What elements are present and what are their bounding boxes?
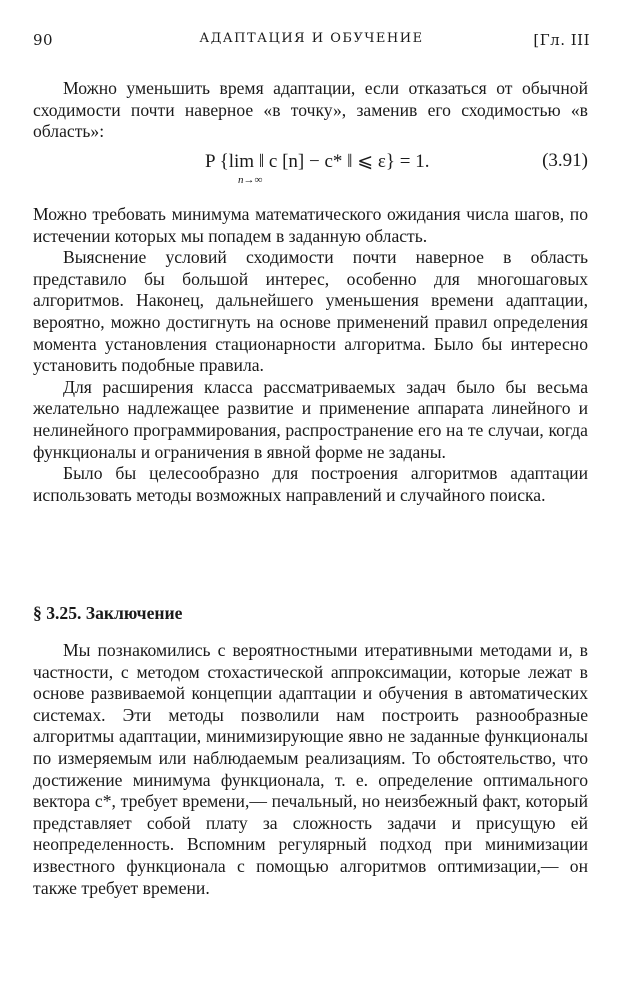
paragraph-3: Выяснение условий сходимости почти наверное в область представило бы большой интерес, особенно для многошаговых алгоритмов. Наконец, дальнейшего уменьшения времени адаптации, вероятно, можно достигнуть на основе применений правил определения момента установления стационарности алгоритма. Было бы интересно установить подобные правила.: [33, 247, 588, 376]
paragraph-6: Мы познакомились с вероятностными итеративными методами и, в частности, с методом стохастической аппроксимации, которые лежат в основе развиваемой концепции адаптации и обучения в автоматических системах. Эти методы позволили нам построить разнообразные алгоритмы адаптации, минимизирующие явно не заданные функционалы по измеряемым или наблюдаемым реализациям. То обстоятельство, что достижение минимума функционала, т. е. определение оптимального вектора c*, требует времени,— печальный, но неизбежный факт, который представляет собой плату за сложность задачи и присущую ей неопределенность. Вспомним регулярный подход при минимизации известного функционала с помощью алгоритмов оптимизации,— он также требует времени.: [33, 640, 588, 898]
chapter-title: АДАПТАЦИЯ И ОБУЧЕНИЕ: [199, 31, 424, 46]
formula-expression: P {lim ‖ c [n] − c* ‖ ⩽ ε} = 1.: [205, 151, 430, 172]
formula-limit-subscript: n→∞: [238, 174, 263, 186]
page-number: 90: [33, 31, 54, 49]
text-block-middle: [33, 204, 588, 506]
equation-number: (3.91): [542, 150, 588, 171]
text-block-top: [33, 78, 588, 143]
paragraph-4: Для расширения класса рассматриваемых задач было бы весьма желательно надлежащее развитие и применение аппарата линейного и нелинейного программирования, распространение его на те случаи, когда функционалы и ограничения в явной форме не заданы.: [33, 376, 588, 462]
chapter-label: [Гл. III: [533, 31, 590, 49]
text-block-bottom: [33, 640, 588, 899]
running-header: [33, 31, 590, 51]
equation-3-91: [33, 150, 588, 192]
section-heading: § 3.25. Заключение: [33, 603, 183, 623]
paragraph-5: Было бы целесообразно для построения алгоритмов адаптации использовать методы возможных направлений и случайного поиска.: [33, 463, 588, 505]
paragraph-2: Можно требовать минимума математического ожидания числа шагов, по истечении которых мы попадем в заданную область.: [33, 204, 588, 246]
paragraph-1: Можно уменьшить время адаптации, если отказаться от обычной сходимости почти наверное «в точку», заменив его сходимостью «в область»:: [33, 78, 588, 142]
